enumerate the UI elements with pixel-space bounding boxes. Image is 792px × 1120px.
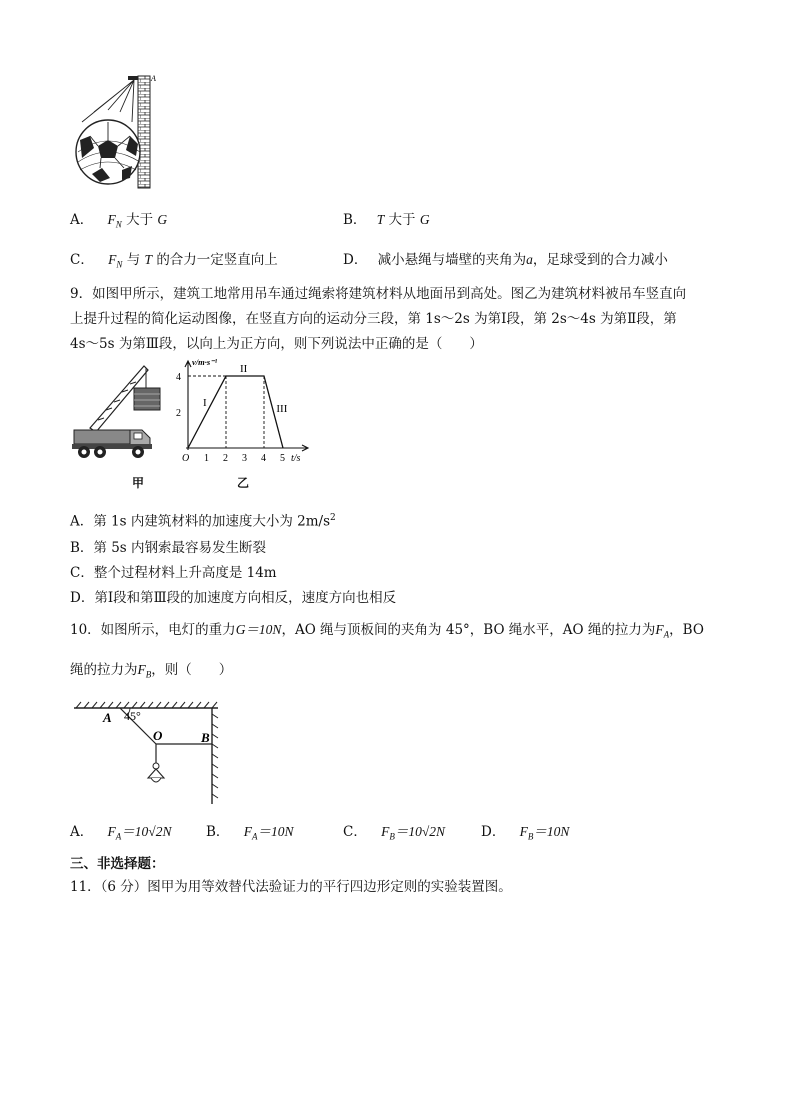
velocity-time-chart <box>176 356 316 464</box>
x-tick-label: 5 <box>280 453 285 464</box>
q10-option-b[interactable]: B． $F_A=10N$ <box>206 824 294 842</box>
q10-stem-line-2: 绳的拉力为$F_B$，则（ ） <box>70 662 233 680</box>
q10-option-a[interactable]: A． $F_A=10√2N$ <box>70 824 172 842</box>
q9-option-b[interactable]: B．第 5s 内钢索最容易发生断裂 <box>70 540 267 556</box>
section-3-heading: 三、非选择题： <box>70 856 165 872</box>
velocity-series-line <box>188 376 283 448</box>
q8-option-a[interactable]: A． $F_N$ 大于 G <box>70 212 168 230</box>
guide-t <box>226 376 264 448</box>
q10-option-c[interactable]: C． $F_B=10√2N$ <box>343 824 446 842</box>
q8-option-c[interactable]: C． $F_N$ 与 T 的合力一定竖直向上 <box>70 252 278 270</box>
x-tick-label: O <box>182 453 190 464</box>
q11-stem: 11．（6 分）图甲为用等效替代法验证力的平行四边形定则的实验装置图。 <box>70 879 512 895</box>
q8-option-b[interactable]: B． T 大于 G <box>343 212 430 228</box>
q9-stem-line-1: 9．如图甲所示，建筑工地常用吊车通过绳索将建筑材料从地面吊到高处。图乙为建筑材料被吊车竖直向 <box>70 286 687 302</box>
q10-option-d[interactable]: D． $F_B=10N$ <box>481 824 570 842</box>
y-axis-label: v/m·s⁻¹ <box>192 357 218 367</box>
q8-option-d[interactable]: D． 减小悬绳与墙壁的夹角为a，足球受到的合力减小 <box>343 252 668 268</box>
y-axis <box>185 361 191 450</box>
q9-stem-line-2: 上提升过程的简化运动图像，在竖直方向的运动分三段，第 1s～2s 为第Ⅰ段，第 2s～4s 为第Ⅱ段，第 <box>70 311 677 327</box>
angle-label: 45° <box>124 709 141 723</box>
segment-label: III <box>276 403 288 415</box>
point-b-label: B <box>201 730 210 745</box>
football-wall-figure <box>70 70 170 192</box>
y-tick-label: 4 <box>176 372 181 383</box>
q9-option-c[interactable]: C．整个过程材料上升高度是 14m <box>70 565 277 581</box>
q10-stem-line-1: 10．如图所示，电灯的重力G＝10N，AO 绳与顶板间的夹角为 45°，BO 绳水平，AO 绳的拉力为$F_A$，BO <box>70 622 704 640</box>
point-a-label: A <box>151 74 156 83</box>
x-tick-label: 3 <box>242 453 247 464</box>
point-o-label: O <box>153 728 163 743</box>
lamp-rope-figure <box>72 700 232 808</box>
x-axis-label: t/s <box>291 453 301 464</box>
x-tick-label: 2 <box>223 453 228 464</box>
segment-label: I <box>203 397 207 409</box>
caption-yi: 乙 <box>237 476 250 490</box>
segment-label: II <box>240 363 248 375</box>
point-a-label: A <box>103 710 112 725</box>
q9-option-d[interactable]: D．第Ⅰ段和第Ⅲ段的加速度方向相反，速度方向也相反 <box>70 590 397 606</box>
x-tick-label: 4 <box>261 453 266 464</box>
y-tick-label: 2 <box>176 408 181 419</box>
q9-option-a[interactable]: A．第 1s 内建筑材料的加速度大小为 $2m/s^2$ <box>70 513 336 530</box>
q9-stem-line-3: 4s～5s 为第Ⅲ段，以向上为正方向，则下列说法中正确的是（ ） <box>70 336 483 352</box>
caption-jia: 甲 <box>132 476 145 490</box>
crane-figure <box>70 358 180 468</box>
x-tick-label: 1 <box>204 453 209 464</box>
x-axis <box>186 445 308 451</box>
